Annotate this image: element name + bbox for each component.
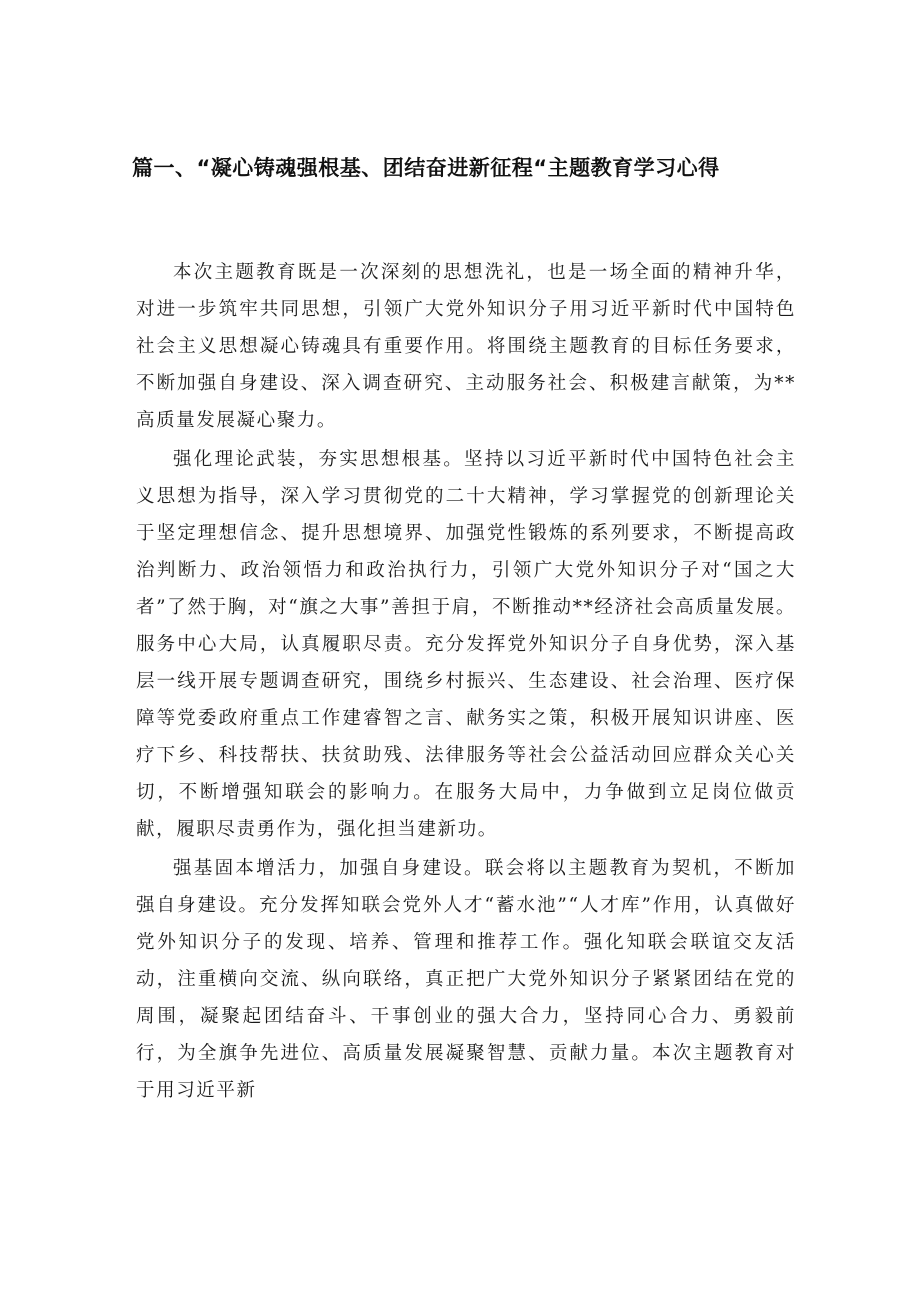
paragraph-intro: 本次主题教育既是一次深刻的思想洗礼，也是一场全面的精神升华，对进一步筑牢共同思想，引领广大党外知识分子用习近平新时代中国特色社会主义思想凝心铸魂具有重要作用。将围绕主题教育的目标任务要求，不断加强自身建设、深入调查研究、主动服务社会、积极建言献策，为**高质量发展凝心聚力。 (136, 262, 796, 431)
document-body (136, 254, 796, 1111)
paragraph-self-building: 强基固本增活力，加强自身建设。联会将以主题教育为契机，不断加强自身建设。充分发挥知联会党外人才“蓄水池”“人才库”作用，认真做好党外知识分子的发现、培养、管理和推荐工作。强化知联会联谊交友活动，注重横向交流、纵向联络，真正把广大党外知识分子紧紧团结在党的周围，凝聚起团结奋斗、干事创业的强大合力，坚持同心合力、勇毅前行，为全旗争先进位、高质量发展凝聚智慧、贡献力量。本次主题教育对于用习近平新 (136, 858, 796, 1101)
paragraph-theory: 强化理论武装，夯实思想根基。坚持以习近平新时代中国特色社会主义思想为指导，深入学习贯彻党的二十大精神，学习掌握党的创新理论关于坚定理想信念、提升思想境界、加强党性锻炼的系列要求，不断提高政治判断力、政治领悟力和政治执行力，引领广大党外知识分子对“国之大者”了然于胸，对“旗之大事”善担于肩，不断推动**经济社会高质量发展。服务中心大局，认真履职尽责。充分发挥党外知识分子自身优势，深入基层一线开展专题调查研究，围绕乡村振兴、生态建设、社会治理、医疗保障等党委政府重点工作建睿智之言、献务实之策，积极开展知识讲座、医疗下乡、科技帮扶、扶贫助残、法律服务等社会公益活动回应群众关心关切，不断增强知联会的影响力。在服务大局中，力争做到立足岗位做贡献，履职尽责勇作为，强化担当建新功。 (136, 449, 796, 840)
document-title: 篇一、“凝心铸魂强根基、团结奋进新征程“主题教育学习心得 (132, 156, 720, 180)
